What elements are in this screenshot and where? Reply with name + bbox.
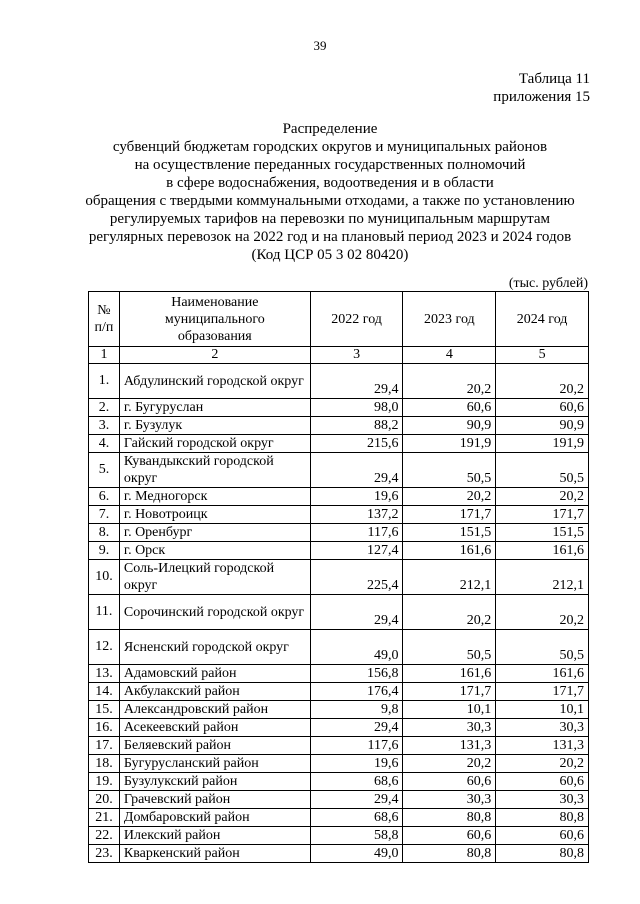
title-line: субвенций бюджетам городских округов и муниципальных районов <box>112 139 548 155</box>
table-row <box>89 773 589 791</box>
header-2024: 2024 год <box>496 292 589 347</box>
header-2023: 2023 год <box>403 292 496 347</box>
value-2023: 131,3 <box>403 737 496 755</box>
value-2024: 60,6 <box>496 827 589 845</box>
value-2023: 80,8 <box>403 809 496 827</box>
row-number: 17. <box>89 737 120 755</box>
value-2022: 29,4 <box>310 364 403 399</box>
table-row <box>89 417 589 435</box>
table-row <box>89 827 589 845</box>
value-2023: 10,1 <box>403 701 496 719</box>
value-2024: 90,9 <box>496 417 589 435</box>
value-2022: 49,0 <box>310 845 403 863</box>
table-row <box>89 701 589 719</box>
value-2023: 20,2 <box>403 755 496 773</box>
municipality-name: Беляевский район <box>119 737 310 755</box>
table-row <box>89 435 589 453</box>
table-row <box>89 506 589 524</box>
value-2023: 171,7 <box>403 683 496 701</box>
municipality-name: г. Новотроицк <box>119 506 310 524</box>
value-2024: 20,2 <box>496 595 589 630</box>
value-2022: 225,4 <box>310 560 403 595</box>
row-number: 19. <box>89 773 120 791</box>
value-2022: 88,2 <box>310 417 403 435</box>
row-number: 2. <box>89 399 120 417</box>
table-row <box>89 737 589 755</box>
municipality-name: Асекеевский район <box>119 719 310 737</box>
value-2022: 215,6 <box>310 435 403 453</box>
value-2024: 191,9 <box>496 435 589 453</box>
row-number: 4. <box>89 435 120 453</box>
value-2022: 29,4 <box>310 595 403 630</box>
municipality-name: Кваркенский район <box>119 845 310 863</box>
row-number: 8. <box>89 524 120 542</box>
value-2022: 176,4 <box>310 683 403 701</box>
value-2024: 30,3 <box>496 719 589 737</box>
value-2023: 161,6 <box>403 665 496 683</box>
distribution-table <box>88 291 589 863</box>
value-2022: 19,6 <box>310 488 403 506</box>
value-2023: 60,6 <box>403 399 496 417</box>
table-row <box>89 595 589 630</box>
title-line: (Код ЦСР 05 3 02 80420) <box>251 247 409 263</box>
municipality-name: Илекский район <box>119 827 310 845</box>
municipality-name: г. Бузулук <box>119 417 310 435</box>
value-2024: 171,7 <box>496 506 589 524</box>
row-number: 16. <box>89 719 120 737</box>
table-reference <box>493 70 590 106</box>
value-2023: 191,9 <box>403 435 496 453</box>
value-2024: 212,1 <box>496 560 589 595</box>
table-row <box>89 809 589 827</box>
table-ref-line: Таблица 11 <box>518 71 590 87</box>
row-number: 10. <box>89 560 120 595</box>
col-number: 5 <box>496 347 589 364</box>
title-line: регулярных перевозок на 2022 год и на плановый период 2023 и 2024 годов <box>88 229 572 245</box>
value-2024: 50,5 <box>496 453 589 488</box>
row-number: 12. <box>89 630 120 665</box>
row-number: 21. <box>89 809 120 827</box>
table-row <box>89 719 589 737</box>
value-2023: 90,9 <box>403 417 496 435</box>
row-number: 20. <box>89 791 120 809</box>
value-2022: 68,6 <box>310 809 403 827</box>
value-2023: 20,2 <box>403 364 496 399</box>
value-2023: 50,5 <box>403 453 496 488</box>
value-2023: 60,6 <box>403 827 496 845</box>
municipality-name: Акбулакский район <box>119 683 310 701</box>
value-2024: 80,8 <box>496 809 589 827</box>
header-name: Наименование муниципального образования <box>119 292 310 347</box>
value-2022: 137,2 <box>310 506 403 524</box>
row-number: 22. <box>89 827 120 845</box>
table-row <box>89 683 589 701</box>
row-number: 14. <box>89 683 120 701</box>
table-row <box>89 542 589 560</box>
municipality-name: г. Орск <box>119 542 310 560</box>
value-2024: 171,7 <box>496 683 589 701</box>
table-header-row <box>89 292 589 347</box>
value-2023: 50,5 <box>403 630 496 665</box>
value-2024: 10,1 <box>496 701 589 719</box>
municipality-name: Домбаровский район <box>119 809 310 827</box>
municipality-name: Сорочинский городской округ <box>119 595 310 630</box>
value-2024: 131,3 <box>496 737 589 755</box>
value-2022: 156,8 <box>310 665 403 683</box>
table-row <box>89 364 589 399</box>
row-number: 1. <box>89 364 120 399</box>
value-2024: 20,2 <box>496 488 589 506</box>
value-2022: 127,4 <box>310 542 403 560</box>
value-2024: 30,3 <box>496 791 589 809</box>
value-2023: 151,5 <box>403 524 496 542</box>
municipality-name: Абдулинский городской округ <box>119 364 310 399</box>
column-number-row <box>89 347 589 364</box>
value-2024: 161,6 <box>496 542 589 560</box>
value-2022: 49,0 <box>310 630 403 665</box>
value-2023: 80,8 <box>403 845 496 863</box>
title-line: Распределение <box>282 121 378 137</box>
row-number: 15. <box>89 701 120 719</box>
col-number: 4 <box>403 347 496 364</box>
row-number: 18. <box>89 755 120 773</box>
units-label: (тыс. рублей) <box>508 276 588 291</box>
value-2024: 60,6 <box>496 399 589 417</box>
table-row <box>89 791 589 809</box>
value-2023: 60,6 <box>403 773 496 791</box>
value-2022: 117,6 <box>310 524 403 542</box>
row-number: 7. <box>89 506 120 524</box>
municipality-name: Грачевский район <box>119 791 310 809</box>
document-title <box>60 120 600 264</box>
table-row <box>89 524 589 542</box>
value-2022: 68,6 <box>310 773 403 791</box>
municipality-name: г. Бугуруслан <box>119 399 310 417</box>
row-number: 6. <box>89 488 120 506</box>
value-2023: 20,2 <box>403 595 496 630</box>
municipality-name: Александровский район <box>119 701 310 719</box>
value-2024: 151,5 <box>496 524 589 542</box>
table-row <box>89 755 589 773</box>
value-2024: 161,6 <box>496 665 589 683</box>
municipality-name: Гайский городской округ <box>119 435 310 453</box>
value-2023: 20,2 <box>403 488 496 506</box>
value-2022: 98,0 <box>310 399 403 417</box>
table-row <box>89 845 589 863</box>
page-number: 39 <box>313 38 327 53</box>
value-2022: 58,8 <box>310 827 403 845</box>
row-number: 11. <box>89 595 120 630</box>
value-2024: 60,6 <box>496 773 589 791</box>
municipality-name: Адамовский район <box>119 665 310 683</box>
table-row <box>89 453 589 488</box>
col-number: 3 <box>310 347 403 364</box>
table-row <box>89 630 589 665</box>
header-2022: 2022 год <box>310 292 403 347</box>
value-2024: 50,5 <box>496 630 589 665</box>
value-2022: 29,4 <box>310 719 403 737</box>
value-2022: 117,6 <box>310 737 403 755</box>
municipality-name: Бугурусланский район <box>119 755 310 773</box>
municipality-name: г. Оренбург <box>119 524 310 542</box>
table-row <box>89 399 589 417</box>
table-ref-line: приложения 15 <box>493 89 590 105</box>
table-row <box>89 665 589 683</box>
table-body <box>89 364 589 863</box>
row-number: 9. <box>89 542 120 560</box>
value-2022: 29,4 <box>310 453 403 488</box>
municipality-name: Соль-Илецкий городской округ <box>119 560 310 595</box>
header-num: № п/п <box>89 292 120 347</box>
title-line: регулируемых тарифов на перевозки по муниципальным маршрутам <box>109 211 551 227</box>
value-2022: 29,4 <box>310 791 403 809</box>
title-line: обращения с твердыми коммунальными отходами, а также по установлению <box>85 193 575 209</box>
title-line: в сфере водоснабжения, водоотведения и в области <box>166 175 494 191</box>
table-row <box>89 488 589 506</box>
value-2024: 20,2 <box>496 755 589 773</box>
value-2023: 171,7 <box>403 506 496 524</box>
value-2023: 212,1 <box>403 560 496 595</box>
col-number: 1 <box>89 347 120 364</box>
col-number: 2 <box>119 347 310 364</box>
row-number: 5. <box>89 453 120 488</box>
value-2023: 30,3 <box>403 719 496 737</box>
municipality-name: Кувандыкский городской округ <box>119 453 310 488</box>
value-2024: 80,8 <box>496 845 589 863</box>
municipality-name: Бузулукский район <box>119 773 310 791</box>
row-number: 23. <box>89 845 120 863</box>
row-number: 13. <box>89 665 120 683</box>
table-row <box>89 560 589 595</box>
value-2023: 161,6 <box>403 542 496 560</box>
municipality-name: Ясненский городской округ <box>119 630 310 665</box>
title-line: на осуществление переданных государственных полномочий <box>134 157 526 173</box>
value-2022: 19,6 <box>310 755 403 773</box>
municipality-name: г. Медногорск <box>119 488 310 506</box>
value-2022: 9,8 <box>310 701 403 719</box>
value-2024: 20,2 <box>496 364 589 399</box>
row-number: 3. <box>89 417 120 435</box>
value-2023: 30,3 <box>403 791 496 809</box>
